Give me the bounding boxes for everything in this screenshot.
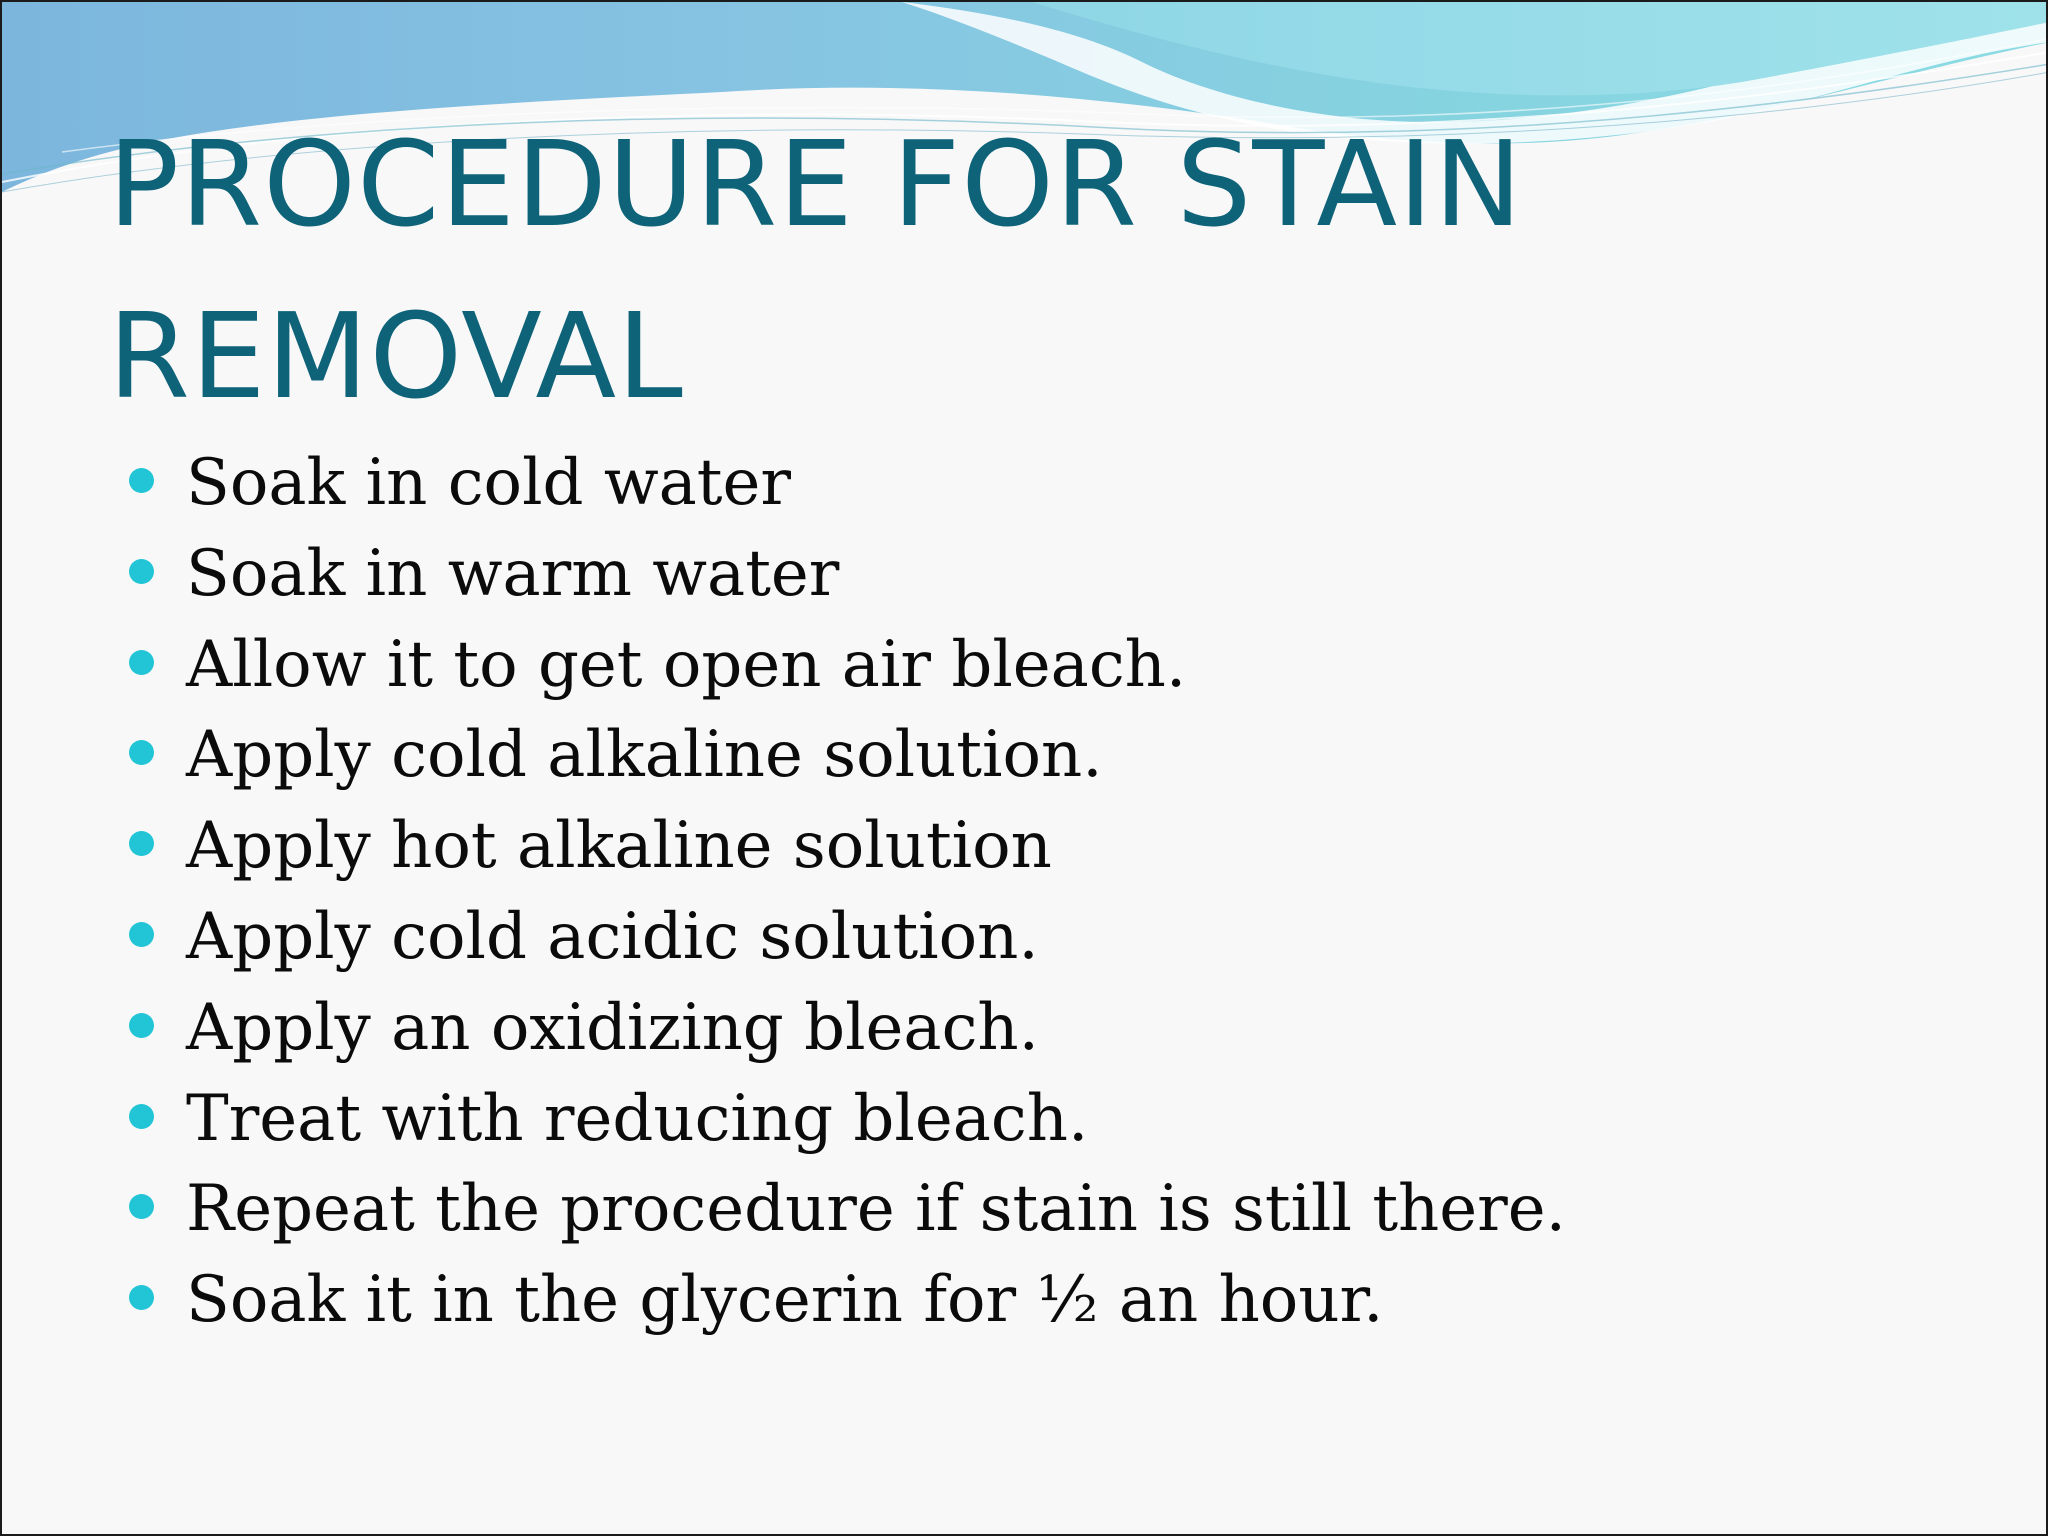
bullet-dot-icon <box>129 559 154 584</box>
bullet-list <box>126 438 1566 1346</box>
list-item <box>126 892 1566 983</box>
list-item-text: Soak it in the glycerin for ½ an hour. <box>186 1263 1384 1338</box>
bullet-dot-icon <box>129 1104 154 1129</box>
list-item-text: Repeat the procedure if stain is still there. <box>186 1172 1566 1247</box>
list-item-text: Allow it to get open air bleach. <box>186 627 1187 702</box>
list-item-text: Treat with reducing bleach. <box>186 1081 1089 1156</box>
list-item <box>126 710 1566 801</box>
list-item <box>126 620 1566 711</box>
bullet-dot-icon <box>129 922 154 947</box>
bullet-dot-icon <box>129 650 154 675</box>
bullet-dot-icon <box>129 1194 154 1219</box>
list-item <box>126 438 1566 529</box>
list-item-text: Apply cold alkaline solution. <box>186 718 1103 793</box>
list-item <box>126 801 1566 892</box>
bullet-dot-icon <box>129 468 154 493</box>
list-item <box>126 1074 1566 1165</box>
bullet-dot-icon <box>129 831 154 856</box>
list-item-text: Apply an oxidizing bleach. <box>186 990 1039 1065</box>
list-item <box>126 529 1566 620</box>
list-item <box>126 1255 1566 1346</box>
list-item-text: Apply hot alkaline solution <box>186 809 1052 884</box>
slide-title: PROCEDURE FOR STAIN REMOVAL <box>108 115 1524 425</box>
list-item-text: Soak in warm water <box>186 536 840 611</box>
bullet-dot-icon <box>129 1013 154 1038</box>
list-item <box>126 1164 1566 1255</box>
list-item-text: Apply cold acidic solution. <box>186 899 1039 974</box>
list-item-text: Soak in cold water <box>186 446 791 520</box>
bullet-dot-icon <box>129 1285 154 1310</box>
bullet-dot-icon <box>129 740 154 765</box>
list-item <box>126 983 1566 1074</box>
